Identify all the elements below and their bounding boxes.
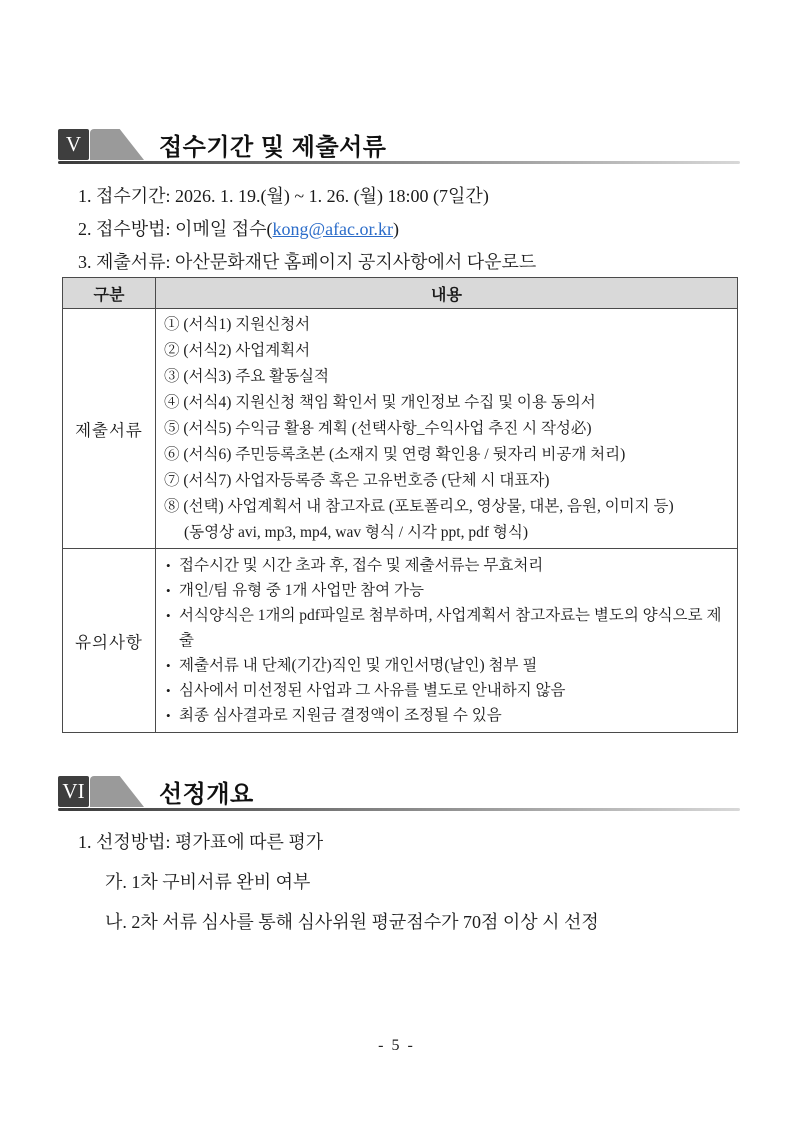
section-5-title: 접수기간 및 제출서류 [159,134,387,161]
list-item-submission-docs: 3. 제출서류: 아산문화재단 홈페이지 공지사항에서 다운로드 [78,252,537,272]
row-label-notes: 유의사항 [63,549,156,732]
note-item: • 개인/팀 유형 중 1개 사업만 참여 가능 [164,578,729,603]
row-label-documents: 제출서류 [63,309,156,548]
form-line: ⑤ (서식5) 수익금 활용 계획 (선택사항_수익사업 추진 시 작성必) [164,419,592,437]
form-line: ① (서식1) 지원신청서 [164,315,311,333]
table-row-documents [63,309,737,549]
email-link[interactable]: kong@afac.or.kr [272,219,394,239]
section-5-list [78,180,536,279]
note-item: • 서식양식은 1개의 pdf파일로 첨부하며, 사업계획서 참고자료는 별도의 양식으로 제출 [164,603,729,653]
notes-cell [156,547,737,734]
section-5-header [58,128,740,161]
note-item: • 심사에서 미선정된 사업과 그 사유를 별도로 안내하지 않음 [164,678,729,703]
documents-cell [156,306,737,552]
form-line: ⑥ (서식6) 주민등록초본 (소재지 및 연령 확인용 / 뒷자리 비공개 처리) [164,445,626,463]
selection-step-1: 가. 1차 구비서류 완비 여부 [105,872,311,892]
table-row-notes [63,549,737,732]
form-line: ③ (서식3) 주요 활동실적 [164,367,329,385]
section-5-badge: V [58,129,89,160]
page-number: - 5 - [378,1037,415,1054]
application-method-prefix: 2. 접수방법: 이메일 접수( [78,219,273,239]
section-5-chevron-icon [90,129,144,160]
selection-step-2: 나. 2차 서류 심사를 통해 심사위원 평균점수가 70점 이상 시 선정 [105,912,599,932]
note-item: • 접수시간 및 시간 초과 후, 접수 및 제출서류는 무효처리 [164,553,729,578]
form-line: ④ (서식4) 지원신청 책임 확인서 및 개인정보 수집 및 이용 동의서 [164,393,596,411]
list-item-application-method [78,213,536,246]
selection-method: 1. 선정방법: 평가표에 따른 평가 [78,832,324,852]
section-6-badge: VI [58,776,89,807]
section-6-header [58,775,740,808]
table-header-category: 구분 [63,278,156,308]
form-line-continuation: (동영상 avi, mp3, mp4, wav 형식 / 시각 ppt, pdf 형식) [184,523,528,541]
form-line: ⑧ (선택) 사업계획서 내 참고자료 (포토폴리오, 영상물, 대본, 음원, 이미지 등) [164,497,674,515]
table-header-content: 내용 [431,286,462,304]
note-item: • 제출서류 내 단체(기간)직인 및 개인서명(날인) 첨부 필 [164,653,729,678]
section-6-title: 선정개요 [159,781,254,808]
submission-table [62,277,738,733]
table-header-row [63,278,737,309]
note-item: • 최종 심사결과로 지원금 결정액이 조정될 수 있음 [164,703,729,728]
list-item-application-period: 1. 접수기간: 2026. 1. 19.(월) ~ 1. 26. (월) 18:00 (7일간) [78,186,489,206]
form-line: ② (서식2) 사업계획서 [164,341,311,359]
form-line: ⑦ (서식7) 사업자등록증 혹은 고유번호증 (단체 시 대표자) [164,471,550,489]
section-6-chevron-icon [90,776,144,807]
application-method-suffix: ) [393,219,400,239]
